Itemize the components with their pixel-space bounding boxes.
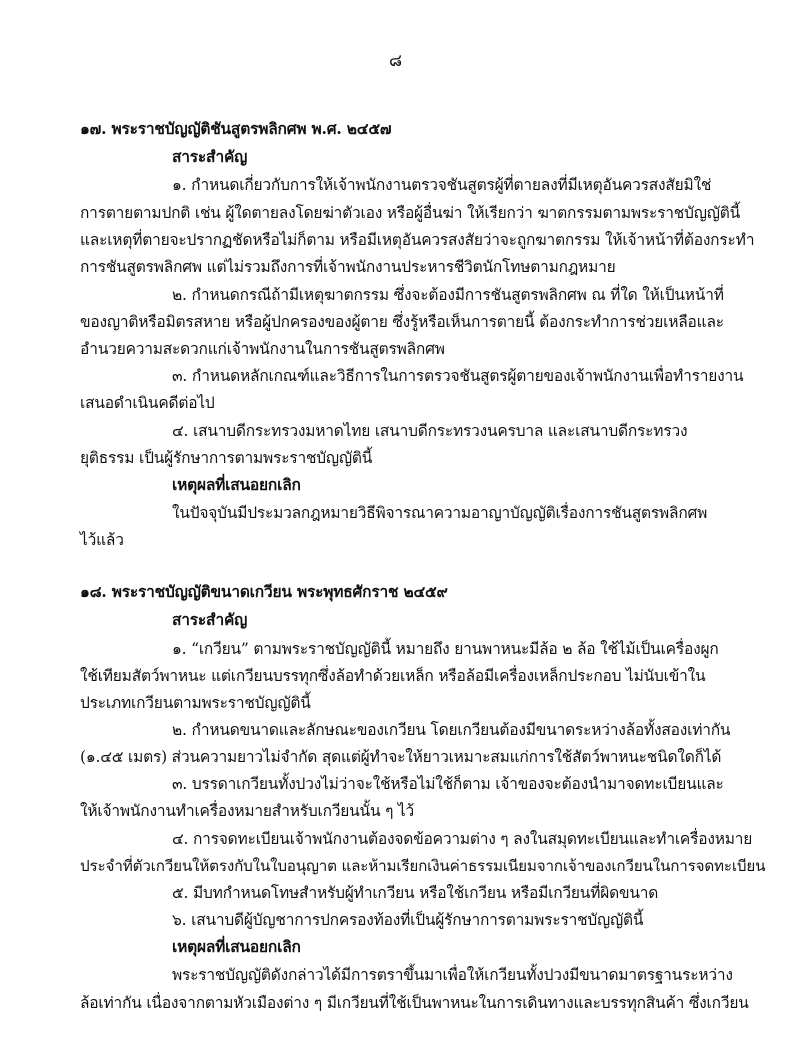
act-17-p1-line1: ๑. กำหนดเกี่ยวกับการให้เจ้าพนักงานตรวจชันสูตรผู้ที่ตายลงที่มีเหตุอันควรสงสัยมิใช่ (172, 176, 712, 194)
act-18-p1-line3: ประเภทเกวียนตามพระราชบัญญัตินี้ (80, 694, 311, 712)
act-18-p3-line2: ให้เจ้าพนักงานทำเครื่องหมายสำหรับเกวียนนั้น ๆ ไว้ (80, 802, 415, 820)
act-17-reason-line2: ไว้แล้ว (80, 531, 124, 549)
act-18-reason-line1: พระราชบัญญัติดังกล่าวได้มีการตราขึ้นมาเพื่อให้เกวียนทั้งปวงมีขนาดมาตรฐานระหว่าง (172, 966, 733, 984)
act-17-p2-line3: อำนวยความสะดวกแก่เจ้าพนักงานในการชันสูตรพลิกศพ (80, 340, 445, 358)
act-18-essence-label: สาระสำคัญ (172, 610, 248, 629)
act-17-p4-line2: ยุติธรรม เป็นผู้รักษาการตามพระราชบัญญัตินี้ (80, 449, 373, 467)
act-17-p2-line2: ของญาติหรือมิตรสหาย หรือผู้ปกครองของผู้ตาย ซึ่งรู้หรือเห็นการตายนี้ ต้องกระทำการช่วยเหลือและ (80, 313, 724, 331)
act-18-p3-line1: ๓. บรรดาเกวียนทั้งปวงไม่ว่าจะใช้หรือไม่ใช้ก็ตาม เจ้าของจะต้องนำมาจดทะเบียนและ (172, 775, 724, 793)
act-17-heading: ๑๗. พระราชบัญญัติชันสูตรพลิกศพ พ.ศ. ๒๔๕๗ (80, 119, 392, 138)
act-18-reason-label: เหตุผลที่เสนอยกเลิก (172, 937, 301, 956)
act-17-p3-line1: ๓. กำหนดหลักเกณฑ์และวิธีการในการตรวจชันสูตรผู้ตายของเจ้าพนักงานเพื่อทำรายงาน (172, 367, 744, 385)
act-17-reason-line1: ในปัจจุบันมีประมวลกฎหมายวิธีพิจารณาความอาญาบัญญัติเรื่องการชันสูตรพลิกศพ (172, 504, 708, 522)
act-17-p2-line1: ๒. กำหนดกรณีถ้ามีเหตุฆาตกรรม ซึ่งจะต้องมีการชันสูตรพลิกศพ ณ ที่ใด ให้เป็นหน้าที่ (172, 286, 724, 304)
act-17-reason-label: เหตุผลที่เสนอยกเลิก (172, 475, 301, 494)
act-18-heading: ๑๘. พระราชบัญญัติขนาดเกวียน พระพุทธศักราช ๒๔๕๙ (80, 582, 448, 601)
act-17-p1-line3: และเหตุที่ตายจะปรากฏชัดหรือไม่ก็ตาม หรือมีเหตุอันควรสงสัยว่าจะถูกฆาตกรรม ให้เจ้าหน้าที่ต้องกระทำ (80, 231, 755, 249)
act-17-essence-label: สาระสำคัญ (172, 147, 248, 166)
page-number: ๘ (389, 51, 402, 71)
act-18-p2-line2: (๑.๔๕ เมตร) ส่วนความยาวไม่จำกัด สุดแต่ผู้ทำจะให้ยาวเหมาะสมแก่การใช้สัตว์พาหนะชนิดใดก็ได้ (80, 748, 722, 766)
act-18-reason-line2: ล้อเท่ากัน เนื่องจากตามหัวเมืองต่าง ๆ มีเกวียนที่ใช้เป็นพาหนะในการเดินทางและบรรทุกสินค้า ซึ่งเกวียน (80, 994, 749, 1012)
act-17-p1-line2: การตายตามปกติ เช่น ผู้ใดตายลงโดยฆ่าตัวเอง หรือผู้อื่นฆ่า ให้เรียกว่า ฆาตกรรมตามพระราชบัญญัตินี้ (80, 204, 741, 222)
act-18-p4-line1: ๔. การจดทะเบียนเจ้าพนักงานต้องจดข้อความต่าง ๆ ลงในสมุดทะเบียนและทำเครื่องหมาย (172, 830, 753, 848)
act-18-p2-line1: ๒. กำหนดขนาดและลักษณะของเกวียน โดยเกวียนต้องมีขนาดระหว่างล้อทั้งสองเท่ากัน (172, 721, 731, 739)
act-18-p1-line1: ๑. “เกวียน” ตามพระราชบัญญัตินี้ หมายถึง ยานพาหนะมีล้อ ๒ ล้อ ใช้ไม้เป็นเครื่องผูก (172, 640, 719, 658)
act-18-p1-line2: ใช้เทียมสัตว์พาหนะ แต่เกวียนบรรทุกซึ่งล้อทำด้วยเหล็ก หรือล้อมีเครื่องเหล็กประกอบ ไม่นับเข้าใน (80, 667, 706, 685)
act-17-p1-line4: การชันสูตรพลิกศพ แต่ไม่รวมถึงการที่เจ้าพนักงานประหารชีวิตนักโทษตามกฎหมาย (80, 258, 616, 276)
act-17-p3-line2: เสนอดำเนินคดีต่อไป (80, 394, 215, 412)
act-18-p6: ๖. เสนาบดีผู้บัญชาการปกครองท้องที่เป็นผู้รักษาการตามพระราชบัญญัตินี้ (172, 911, 644, 929)
act-17-p4-line1: ๔. เสนาบดีกระทรวงมหาดไทย เสนาบดีกระทรวงนครบาล และเสนาบดีกระทรวง (172, 422, 688, 440)
act-18-p5: ๕. มีบทกำหนดโทษสำหรับผู้ทำเกวียน หรือใช้เกวียน หรือมีเกวียนที่ผิดขนาด (172, 884, 659, 902)
act-18-p4-line2: ประจำที่ตัวเกวียนให้ตรงกับในใบอนุญาต และห้ามเรียกเงินค่าธรรมเนียมจากเจ้าของเกวียนในการจดทะเบียน (80, 857, 766, 875)
